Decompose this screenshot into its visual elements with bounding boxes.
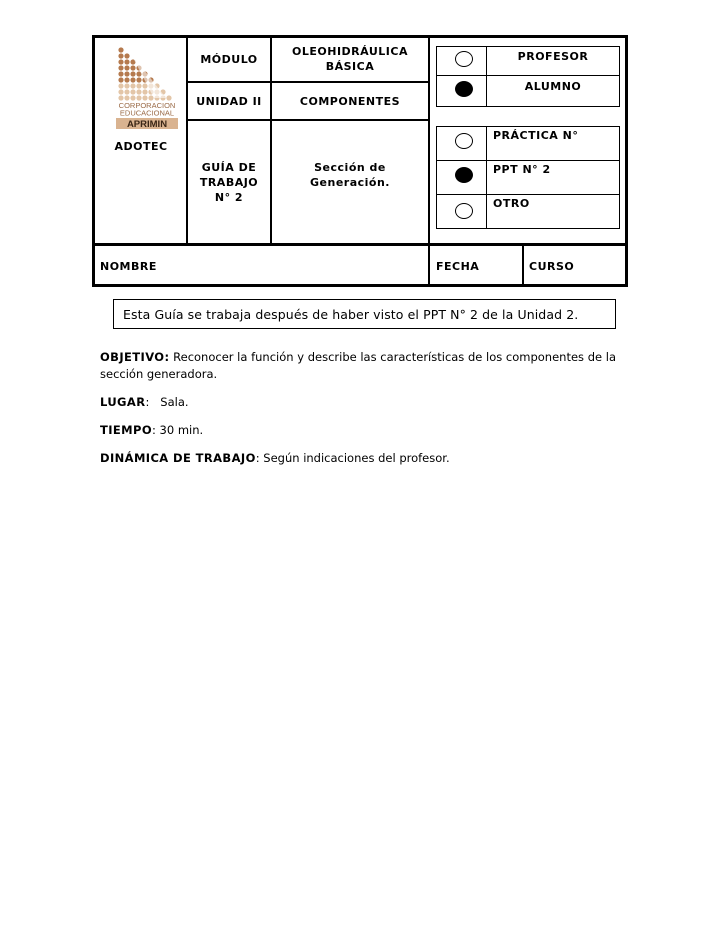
dinamica-paragraph — [100, 450, 450, 467]
objetivo-text: Reconocer la función y describe las características de los componentes de la sección generadora. — [100, 350, 616, 381]
lugar-text: : Sala. — [145, 395, 189, 409]
modulo-value: OLEOHIDRÁULICA BÁSICA — [292, 45, 408, 73]
practica-label: PRÁCTICA N° — [493, 128, 579, 142]
alumno-label: ALUMNO — [524, 79, 582, 93]
alumno-radio[interactable] — [455, 81, 473, 97]
adotec-label: ADOTEC — [114, 139, 168, 153]
unidad-label: UNIDAD II — [196, 94, 262, 108]
curso-field[interactable]: CURSO — [529, 259, 575, 273]
profesor-label: PROFESOR — [517, 49, 589, 63]
divider — [486, 47, 487, 106]
nombre-field[interactable]: NOMBRE — [100, 259, 157, 273]
lugar-paragraph — [100, 394, 189, 411]
note-box — [113, 299, 616, 329]
ppt-label: PPT N° 2 — [493, 162, 551, 176]
logo-brand: APRIMIN — [126, 119, 168, 130]
divider — [522, 245, 524, 286]
guia-label: GUÍA DE TRABAJO N° 2 — [199, 161, 259, 204]
aprimin-logo — [110, 44, 184, 130]
otro-label: OTRO — [493, 196, 530, 210]
note-text: Esta Guía se trabaja después de haber visto el PPT N° 2 de la Unidad 2. — [123, 306, 579, 322]
divider — [625, 37, 628, 79]
dinamica-text: : Según indicaciones del profesor. — [255, 451, 450, 465]
tiempo-text: : 30 min. — [152, 423, 204, 437]
tiempo-paragraph — [100, 422, 203, 439]
objetivo-paragraph — [100, 349, 616, 383]
logo-org-line1: CORPORACION — [118, 101, 176, 110]
objetivo-label: OBJETIVO: — [100, 350, 170, 364]
fecha-field[interactable]: FECHA — [436, 259, 480, 273]
tiempo-label: TIEMPO — [100, 423, 153, 437]
logo-graphic — [110, 44, 184, 130]
dinamica-label: DINÁMICA DE TRABAJO — [100, 451, 256, 465]
logo-org-line2: EDUCACIONAL — [119, 108, 175, 118]
profesor-radio[interactable] — [455, 51, 473, 67]
divider — [486, 127, 487, 228]
otro-radio[interactable] — [455, 203, 473, 219]
unidad-value: COMPONENTES — [299, 94, 401, 108]
guia-value: Sección de Generación. — [310, 161, 390, 189]
modulo-label: MÓDULO — [200, 52, 258, 66]
divider — [428, 36, 430, 286]
divider — [437, 75, 619, 76]
ppt-radio[interactable] — [455, 167, 473, 183]
practica-radio[interactable] — [455, 133, 473, 149]
lugar-label: LUGAR — [100, 395, 146, 409]
